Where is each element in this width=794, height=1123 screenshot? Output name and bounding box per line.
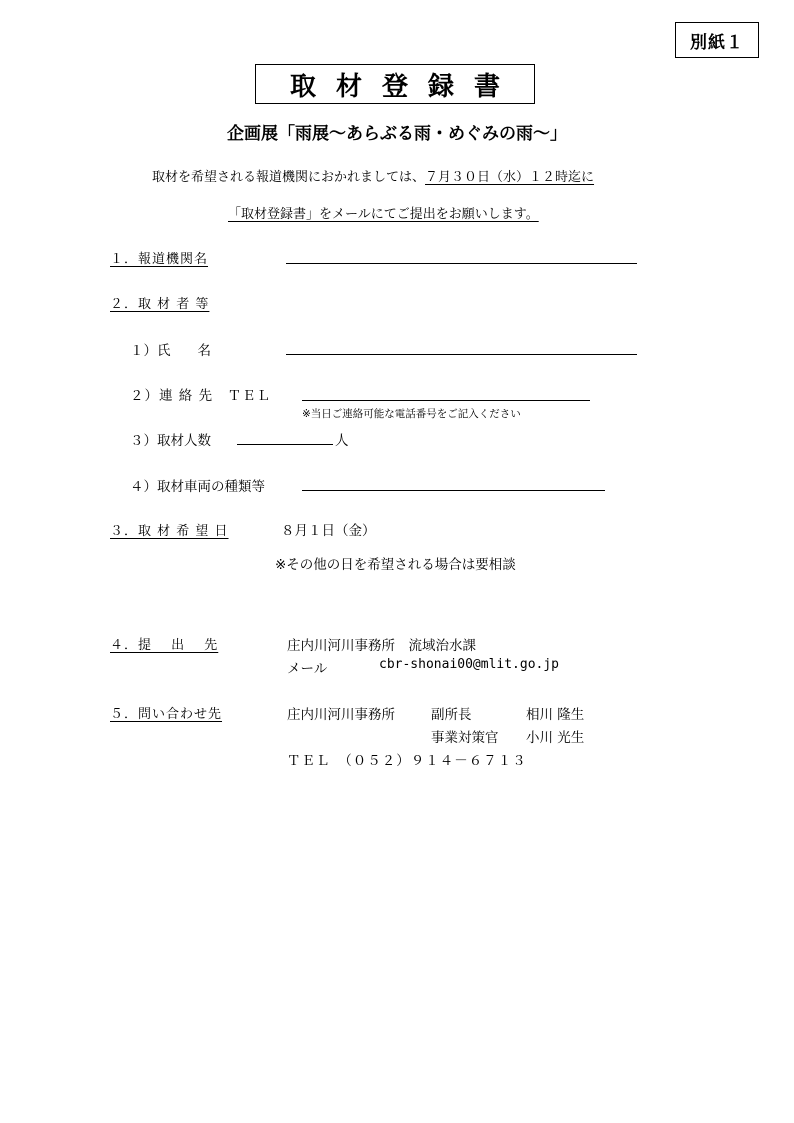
contact-tel-label: ２）連 絡 先 ＴＥＬ — [130, 388, 272, 404]
page-title: 取材登録書 — [255, 64, 535, 104]
reporter-count-label: ３）取材人数 — [130, 433, 211, 449]
intro-text: 取材を希望される報道機関におかれましては、 — [152, 170, 426, 185]
section-date-label: ３．取 材 希 望 日 — [110, 524, 229, 539]
reporter-name-label: １）氏 名 — [130, 343, 211, 359]
submit-mail-label: メール — [287, 661, 328, 677]
vehicle-field[interactable] — [302, 490, 605, 491]
reporter-count-unit: 人 — [335, 433, 349, 449]
submit-office: 庄内川河川事務所 流域治水課 — [287, 638, 476, 654]
date-note: ※その他の日を希望される場合は要相談 — [275, 557, 516, 573]
contact-note: ※当日ご連絡可能な電話番号をご記入ください — [302, 408, 521, 420]
intro-line-1 — [152, 166, 594, 185]
intro-deadline: ７月３０日（水）１２時迄に — [425, 170, 595, 185]
inquiry-person-2: 小川 光生 — [526, 730, 585, 746]
section-media-name-label: １．報道機関名 — [110, 252, 209, 267]
attachment-label: 別紙１ — [675, 22, 759, 58]
date-value: ８月１日（金） — [281, 523, 376, 539]
reporter-name-field[interactable] — [286, 354, 637, 355]
reporter-count-field[interactable] — [237, 444, 333, 445]
contact-tel-field[interactable] — [302, 400, 590, 401]
section-inquiry-label: ５．問い合わせ先 — [110, 707, 223, 722]
inquiry-person-1: 相川 隆生 — [526, 707, 585, 723]
exhibition-subtitle: 企画展「雨展～あらぶる雨・めぐみの雨～」 — [227, 124, 567, 144]
inquiry-tel: ＴＥＬ （０５２）９１４－６７１３ — [287, 753, 527, 769]
inquiry-office: 庄内川河川事務所 — [287, 707, 395, 723]
submit-mail-address[interactable]: cbr-shonai00@mlit.go.jp — [379, 657, 560, 672]
intro-line-2: 「取材登録書」をメールにてご提出をお願いします。 — [228, 207, 539, 222]
section-submit-label: ４．提 出 先 — [110, 638, 219, 653]
inquiry-role-1: 副所長 — [431, 707, 472, 723]
media-name-field[interactable] — [286, 263, 637, 264]
vehicle-label: ４）取材車両の種類等 — [130, 479, 265, 495]
inquiry-role-2: 事業対策官 — [431, 730, 499, 746]
section-reporters-label: ２．取 材 者 等 — [110, 297, 210, 312]
